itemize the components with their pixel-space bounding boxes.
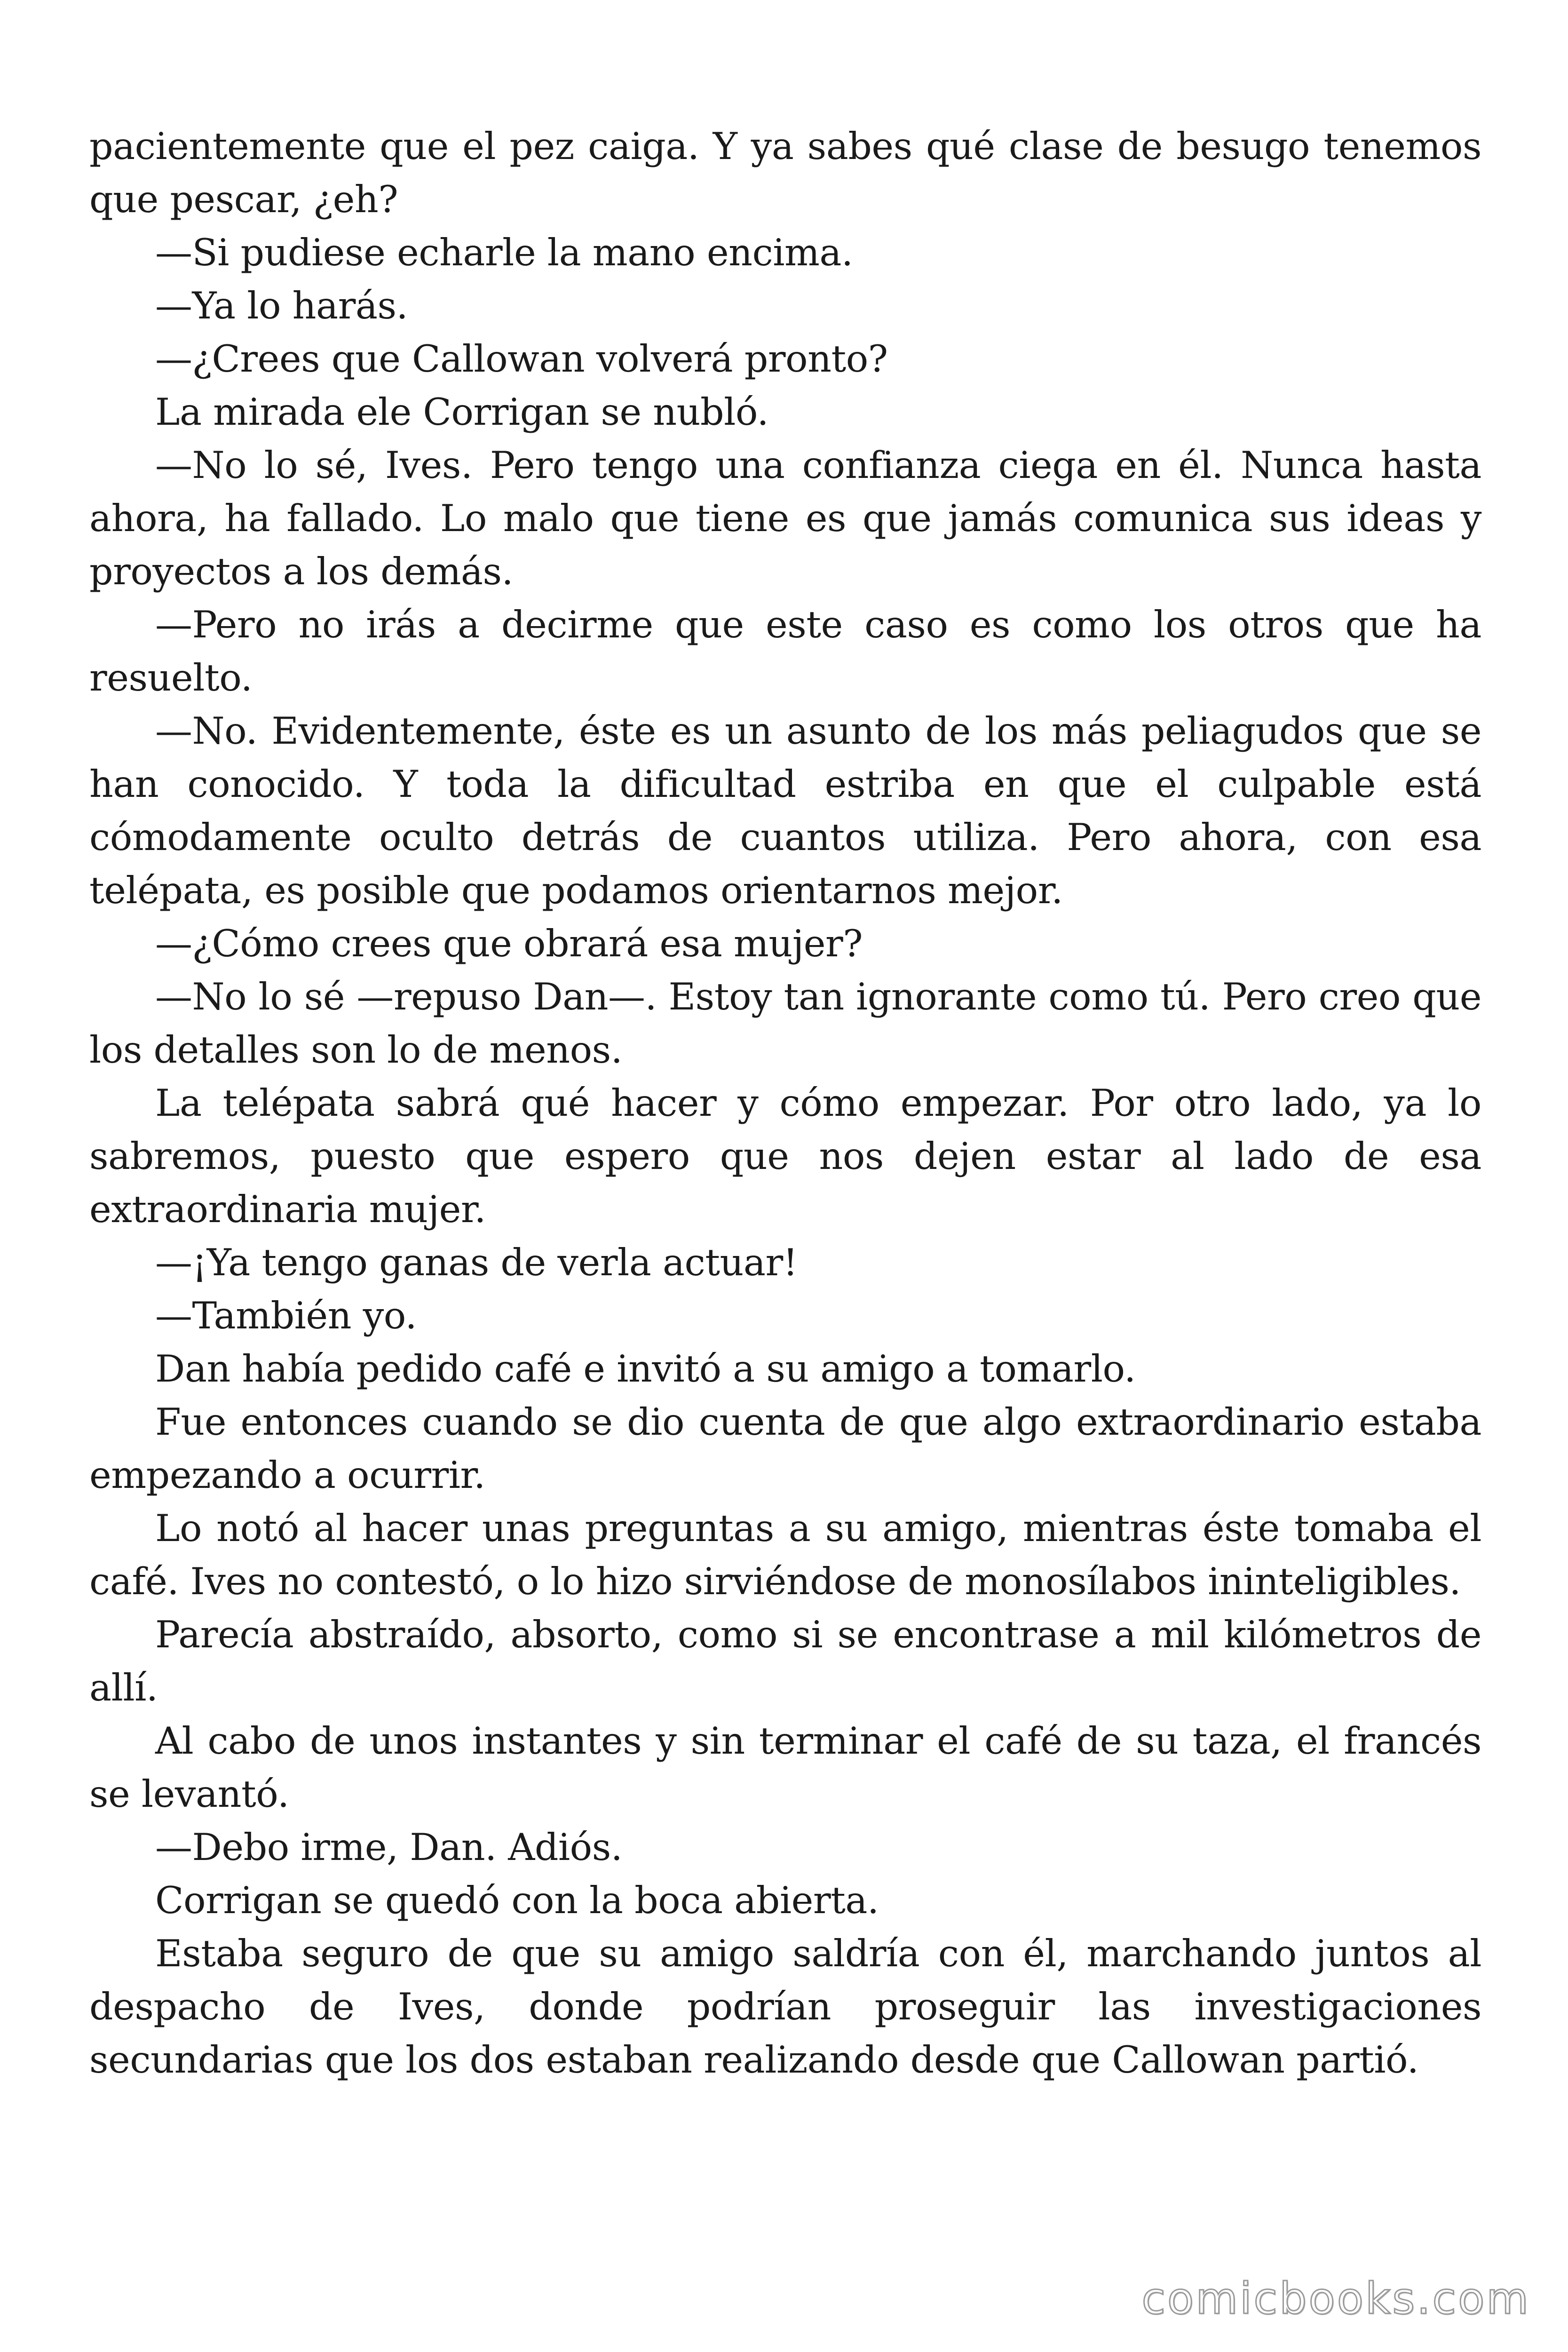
- paragraph: —Si pudiese echarle la mano encima.: [155, 231, 853, 274]
- paragraph: —¡Ya tengo ganas de verla actuar!: [155, 1241, 798, 1284]
- paragraph: La mirada ele Corrigan se nubló.: [155, 390, 769, 434]
- paragraph: pacientemente que el pez caiga. Y ya sabes qué clase de besugo tenemos que pescar, ¿eh?: [89, 125, 1481, 221]
- paragraph: —Ya lo harás.: [155, 284, 408, 327]
- paragraph: Corrigan se quedó con la boca abierta.: [155, 1879, 879, 1922]
- paragraph: —¿Cómo crees que obrará esa mujer?: [155, 922, 863, 965]
- paragraph: —Debo irme, Dan. Adiós.: [155, 1826, 623, 1869]
- paragraph: Parecía abstraído, absorto, como si se encontrase a mil kilómetros de allí.: [89, 1613, 1481, 1709]
- paragraph: —¿Crees que Callowan volverá pronto?: [155, 337, 888, 381]
- page-body: [89, 120, 1481, 2087]
- paragraph: Fue entonces cuando se dio cuenta de que algo extraordinario estaba empezando a ocurrir.: [89, 1400, 1481, 1497]
- watermark: comicbooks.com: [1141, 2273, 1530, 2324]
- paragraph: —No lo sé —repuso Dan—. Estoy tan ignorante como tú. Pero creo que los detalles son lo de menos.: [89, 975, 1481, 1072]
- paragraph: Al cabo de unos instantes y sin terminar el café de su taza, el francés se levantó.: [89, 1719, 1481, 1816]
- paragraph: —No lo sé, Ives. Pero tengo una confianza ciega en él. Nunca hasta ahora, ha fallado. Lo malo que tiene es que jamás comunica sus ideas y proyectos a los demás.: [89, 444, 1481, 593]
- paragraph: Estaba seguro de que su amigo saldría con él, marchando juntos al despacho de Ives, donde podrían proseguir las investigaciones secundarias que los dos estaban realizando desde que Callowan partió.: [89, 1932, 1481, 2082]
- paragraph: Lo notó al hacer unas preguntas a su amigo, mientras éste tomaba el café. Ives no contestó, o lo hizo sirviéndose de monosílabos ininteligibles.: [89, 1507, 1481, 1603]
- paragraph: La telépata sabrá qué hacer y cómo empezar. Por otro lado, ya lo sabremos, puesto que espero que nos dejen estar al lado de esa extraordinaria mujer.: [89, 1081, 1481, 1231]
- paragraph: —No. Evidentemente, éste es un asunto de los más peliagudos que se han conocido. Y toda la dificultad estriba en que el culpable está cómodamente oculto detrás de cuantos utiliza. Pero ahora, con esa telépata, es posible que podamos orientarnos mejor.: [89, 709, 1481, 912]
- paragraph: Dan había pedido café e invitó a su amigo a tomarlo.: [155, 1347, 1136, 1391]
- paragraph: —También yo.: [155, 1294, 417, 1337]
- paragraph: —Pero no irás a decirme que este caso es como los otros que ha resuelto.: [89, 603, 1481, 699]
